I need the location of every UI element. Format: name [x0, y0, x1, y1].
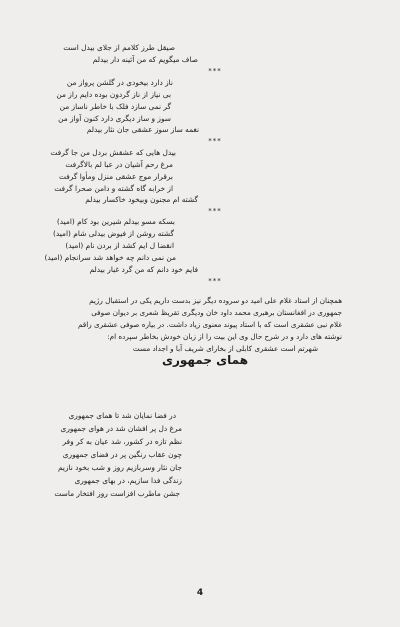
paragraph-line: نوشته های دارد و در شرح حال وی این بیت را از زبان خودش بخاطر سپرده ام:	[107, 332, 342, 341]
verse-line: گر نمی سازد فلک با خاطر ناساز من	[59, 102, 171, 111]
verse-line: بیدل هایی که عشقش بردل من جا گرفت	[50, 148, 176, 157]
poem-line: نظم تازه در کشور، شد عیان به کر وفر	[62, 437, 182, 446]
stars-separator: ***	[208, 207, 222, 215]
poem-line: زندگی فدا سازیم، در بهای جمهوری	[74, 476, 182, 485]
poem-line: چون عقاب رنگین پر در فضای جمهوری	[62, 450, 182, 459]
verse-line: مرغ رحم آشیان در عبا لم بالاگرفت	[65, 160, 173, 169]
verse-line: بی نیاز از ناز گردون بوده دایم راز من	[56, 90, 171, 99]
poem-line: جان نثار وسربازیم روز و شب بخود نازیم	[57, 463, 182, 472]
verse-line: گشته ام مجنون وبیخود خاکسار بیدلم	[85, 195, 198, 204]
poem-line: در فضا نمایان شد تا همای جمهوری	[68, 411, 176, 420]
stars-separator: ***	[208, 137, 222, 145]
verse-line: از خرابه گاه گشته و دامن صحرا گرفت	[54, 184, 173, 193]
verse-line: بسکه مسو بیدلم شیرین بود کام (امید)	[56, 217, 175, 226]
verse-line: صیقل طرز کلامم از جلای بیدل است	[63, 43, 175, 52]
verse-line: فایم خود دانم که من گرد غبار بیدلم	[89, 265, 198, 274]
verse-line: گشته روشن از فیوض بیدلی شام (امید)	[53, 229, 174, 238]
verse-line: صاف میگویم که من آئینه دار بیدلم	[92, 55, 198, 64]
paragraph-line: جمهوری در افغانستان برهبری محمد داود خان ودیگری تقریظ شعری بر دیوان صوفی	[91, 308, 342, 317]
verse-line: ناز دارد بیخودی در گلشن پرواز من	[66, 78, 173, 87]
single-verse: شهرتم است عشقری کابلی از بخارای شریف آبا و اجداد مست	[132, 344, 318, 353]
poem-line: مرغ دل پر افشان شد در هوای جمهوری	[60, 424, 182, 433]
stars-separator: ***	[208, 277, 222, 285]
paragraph-line: همچنان از استاد غلام علی امید دو سروده دیگر نیز بدست داریم یکی در استقبال رژیم	[89, 296, 342, 305]
stars-separator: ***	[208, 67, 222, 75]
verse-line: سوز و ساز دیگری دارد کنون آواز من	[58, 114, 171, 123]
poem-line: جشن ماطرب افزاست روز افتخار ماست	[54, 489, 180, 498]
verse-line: برقرار موج عشقی منزل ومأوا گرفت	[59, 172, 173, 181]
verse-line: من نمی دانم چه خواهد شد سرانجام (امید)	[44, 253, 176, 262]
poem-heading: همای جمهوری	[161, 353, 249, 367]
paragraph-line: غلام نبی عشقری است که با استاد پیوند معنوی زیاد داشت. در بیاره صوفی عشقری راقم	[77, 320, 342, 329]
verse-line: نغمه ساز سوز عشقی جان نثار بیدلم	[86, 125, 199, 134]
page-number: 4	[196, 588, 204, 598]
verse-line: انقضا ل ایم کشد از بردن نام (امید)	[65, 241, 174, 250]
